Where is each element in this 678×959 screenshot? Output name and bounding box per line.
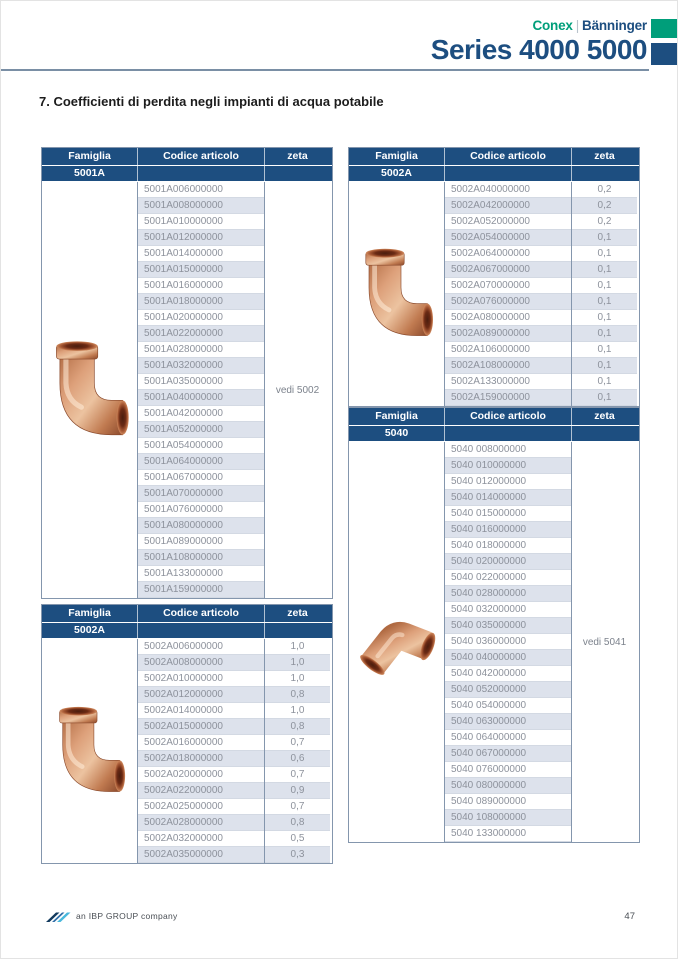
zeta-value-cell: 0,5 <box>265 831 330 847</box>
code-cell: 5002A014000000 <box>138 703 264 719</box>
copper-elbow-90-icon <box>51 704 129 798</box>
code-cell: 5001A014000000 <box>138 246 264 262</box>
copper-elbow-90-icon <box>47 338 133 442</box>
zeta-value-cell: 0,8 <box>265 687 330 703</box>
col-header-codice: Codice articolo <box>138 148 265 165</box>
zeta-value-cell: 0,7 <box>265 799 330 815</box>
code-cell: 5002A133000000 <box>445 374 571 390</box>
code-cell: 5001A133000000 <box>138 566 264 582</box>
brand-separator: | <box>575 18 580 33</box>
code-cell: 5001A012000000 <box>138 230 264 246</box>
table-5002A-large <box>348 147 640 407</box>
zeta-value-cell: 0,2 <box>572 198 637 214</box>
col-header-zeta: zeta <box>594 150 615 162</box>
zeta-value-cell: 0,1 <box>572 246 637 262</box>
code-cell: 5002A159000000 <box>445 390 571 406</box>
code-cell: 5001A070000000 <box>138 486 264 502</box>
code-cell: 5002A032000000 <box>138 831 264 847</box>
zeta-value-cell: 0,8 <box>265 719 330 735</box>
code-cell: 5001A080000000 <box>138 518 264 534</box>
code-cell: 5002A015000000 <box>138 719 264 735</box>
code-cell: 5002A006000000 <box>138 639 264 655</box>
table-header-row <box>349 408 639 426</box>
brand-banninger: Bänninger <box>582 18 647 33</box>
code-cell: 5002A022000000 <box>138 783 264 799</box>
code-cell: 5002A042000000 <box>445 198 571 214</box>
code-cell: 5001A006000000 <box>138 182 264 198</box>
product-photo-5001A <box>42 182 138 598</box>
code-cell: 5040 064000000 <box>445 730 571 746</box>
zeta-value-cell: 1,0 <box>265 655 330 671</box>
code-cell: 5001A035000000 <box>138 374 264 390</box>
col-header-zeta: zeta <box>594 410 615 422</box>
col-header-codice: Codice articolo <box>138 605 265 622</box>
code-cell: 5040 108000000 <box>445 810 571 826</box>
family-name: 5040 <box>349 426 445 441</box>
table-5001A <box>41 147 333 599</box>
code-cell: 5040 008000000 <box>445 442 571 458</box>
code-cell: 5040 022000000 <box>445 570 571 586</box>
code-cell: 5002A052000000 <box>445 214 571 230</box>
code-cell: 5002A020000000 <box>138 767 264 783</box>
family-row <box>42 623 332 639</box>
zeta-value-cell: 0,7 <box>265 735 330 751</box>
zeta-value-cell: 0,1 <box>572 310 637 326</box>
zeta-value-cell: 0,2 <box>572 182 637 198</box>
code-cell: 5001A032000000 <box>138 358 264 374</box>
family-row <box>349 166 639 182</box>
table-header-row <box>42 148 332 166</box>
code-cell: 5040 042000000 <box>445 666 571 682</box>
code-cell: 5001A067000000 <box>138 470 264 486</box>
code-list-5002A <box>138 639 265 863</box>
page-number: 47 <box>624 911 635 922</box>
code-cell: 5001A040000000 <box>138 390 264 406</box>
col-header-codice: Codice articolo <box>445 408 572 425</box>
zeta-value-cell: 0,1 <box>572 262 637 278</box>
zeta-value-cell: 1,0 <box>265 639 330 655</box>
zeta-value-cell: 0,1 <box>572 358 637 374</box>
code-cell: 5001A022000000 <box>138 326 264 342</box>
code-cell: 5001A016000000 <box>138 278 264 294</box>
product-photo-5040 <box>349 442 445 842</box>
zeta-merged-5001A: vedi 5002 <box>275 384 320 396</box>
zeta-value-cell: 0,1 <box>572 278 637 294</box>
zeta-value-cell: 0,1 <box>572 390 637 406</box>
col-header-famiglia: Famiglia <box>42 148 138 165</box>
code-cell: 5040 014000000 <box>445 490 571 506</box>
code-cell: 5040 080000000 <box>445 778 571 794</box>
code-cell: 5002A070000000 <box>445 278 571 294</box>
code-cell: 5002A035000000 <box>138 847 264 863</box>
col-header-famiglia: Famiglia <box>42 605 138 622</box>
code-cell: 5040 089000000 <box>445 794 571 810</box>
code-cell: 5040 012000000 <box>445 474 571 490</box>
col-header-zeta: zeta <box>287 607 308 619</box>
ibp-logo-swoosh-icon <box>45 909 71 923</box>
code-cell: 5002A018000000 <box>138 751 264 767</box>
zeta-value-cell: 0,1 <box>572 294 637 310</box>
code-cell: 5040 035000000 <box>445 618 571 634</box>
code-list-5040 <box>445 442 572 842</box>
code-cell: 5002A106000000 <box>445 342 571 358</box>
code-cell: 5002A010000000 <box>138 671 264 687</box>
code-cell: 5001A076000000 <box>138 502 264 518</box>
zeta-list-5002A <box>265 639 330 863</box>
right-table-column <box>348 147 640 843</box>
zeta-value-cell: 0,9 <box>265 783 330 799</box>
code-cell: 5040 016000000 <box>445 522 571 538</box>
series-title: Series 4000 5000 <box>430 34 647 65</box>
col-header-codice: Codice articolo <box>445 148 572 165</box>
left-table-column <box>41 147 333 864</box>
code-cell: 5040 133000000 <box>445 826 571 842</box>
code-cell: 5040 067000000 <box>445 746 571 762</box>
section-title: 7. Coefficienti di perdita negli impianti di acqua potabile <box>39 94 384 109</box>
family-name: 5001A <box>42 166 138 181</box>
family-name: 5002A <box>42 623 138 638</box>
product-photo-5002A-right <box>349 182 445 406</box>
code-cell: 5001A052000000 <box>138 422 264 438</box>
green-brand-block <box>651 19 677 38</box>
family-name: 5002A <box>349 166 445 181</box>
code-cell: 5002A054000000 <box>445 230 571 246</box>
family-row <box>42 166 332 182</box>
zeta-list-5002A-right <box>572 182 637 406</box>
zeta-value-cell: 0,3 <box>265 847 330 863</box>
code-cell: 5040 040000000 <box>445 650 571 666</box>
code-cell: 5001A054000000 <box>138 438 264 454</box>
code-cell: 5040 015000000 <box>445 506 571 522</box>
code-cell: 5001A042000000 <box>138 406 264 422</box>
code-cell: 5040 018000000 <box>445 538 571 554</box>
code-cell: 5040 028000000 <box>445 586 571 602</box>
col-header-famiglia: Famiglia <box>349 408 445 425</box>
code-cell: 5002A025000000 <box>138 799 264 815</box>
code-cell: 5001A008000000 <box>138 198 264 214</box>
code-cell: 5002A028000000 <box>138 815 264 831</box>
blue-brand-block <box>651 43 677 65</box>
table-header-row <box>349 148 639 166</box>
code-cell: 5001A018000000 <box>138 294 264 310</box>
family-row <box>349 426 639 442</box>
code-cell: 5002A008000000 <box>138 655 264 671</box>
zeta-value-cell: 0,2 <box>572 214 637 230</box>
zeta-value-cell: 1,0 <box>265 703 330 719</box>
code-cell: 5040 020000000 <box>445 554 571 570</box>
code-list-5001A <box>138 182 265 598</box>
code-cell: 5002A064000000 <box>445 246 571 262</box>
product-photo-5002A <box>42 639 138 863</box>
zeta-merged-5040: vedi 5041 <box>582 636 627 648</box>
code-cell: 5040 076000000 <box>445 762 571 778</box>
code-cell: 5040 054000000 <box>445 698 571 714</box>
code-cell: 5001A020000000 <box>138 310 264 326</box>
code-cell: 5002A012000000 <box>138 687 264 703</box>
code-cell: 5002A080000000 <box>445 310 571 326</box>
zeta-value-cell: 0,1 <box>572 326 637 342</box>
zeta-value-cell: 0,1 <box>572 342 637 358</box>
code-cell: 5040 010000000 <box>445 458 571 474</box>
code-cell: 5040 063000000 <box>445 714 571 730</box>
code-cell: 5002A108000000 <box>445 358 571 374</box>
code-cell: 5002A016000000 <box>138 735 264 751</box>
col-header-famiglia: Famiglia <box>349 148 445 165</box>
table-header-row <box>42 605 332 623</box>
zeta-value-cell: 0,6 <box>265 751 330 767</box>
footer-company-text: an IBP GROUP company <box>76 911 178 921</box>
zeta-value-cell: 1,0 <box>265 671 330 687</box>
zeta-value-cell: 0,7 <box>265 767 330 783</box>
code-cell: 5040 036000000 <box>445 634 571 650</box>
code-cell: 5001A010000000 <box>138 214 264 230</box>
code-cell: 5001A064000000 <box>138 454 264 470</box>
copper-elbow-45-icon <box>353 596 441 688</box>
brand-conex: Conex <box>532 18 573 33</box>
code-cell: 5002A076000000 <box>445 294 571 310</box>
code-cell: 5040 052000000 <box>445 682 571 698</box>
code-cell: 5002A040000000 <box>445 182 571 198</box>
table-5040 <box>348 407 640 843</box>
table-5002A-small <box>41 604 333 864</box>
code-cell: 5001A028000000 <box>138 342 264 358</box>
copper-elbow-90-icon <box>357 246 437 342</box>
code-list-5002A-right <box>445 182 572 406</box>
code-cell: 5001A089000000 <box>138 534 264 550</box>
zeta-value-cell: 0,8 <box>265 815 330 831</box>
code-cell: 5001A159000000 <box>138 582 264 598</box>
code-cell: 5002A067000000 <box>445 262 571 278</box>
header-divider <box>1 69 649 71</box>
col-header-zeta: zeta <box>287 150 308 162</box>
code-cell: 5001A108000000 <box>138 550 264 566</box>
zeta-value-cell: 0,1 <box>572 230 637 246</box>
footer-brand <box>45 909 178 923</box>
code-cell: 5040 032000000 <box>445 602 571 618</box>
zeta-value-cell: 0,1 <box>572 374 637 390</box>
code-cell: 5001A015000000 <box>138 262 264 278</box>
code-cell: 5002A089000000 <box>445 326 571 342</box>
brand-logo <box>532 18 647 33</box>
